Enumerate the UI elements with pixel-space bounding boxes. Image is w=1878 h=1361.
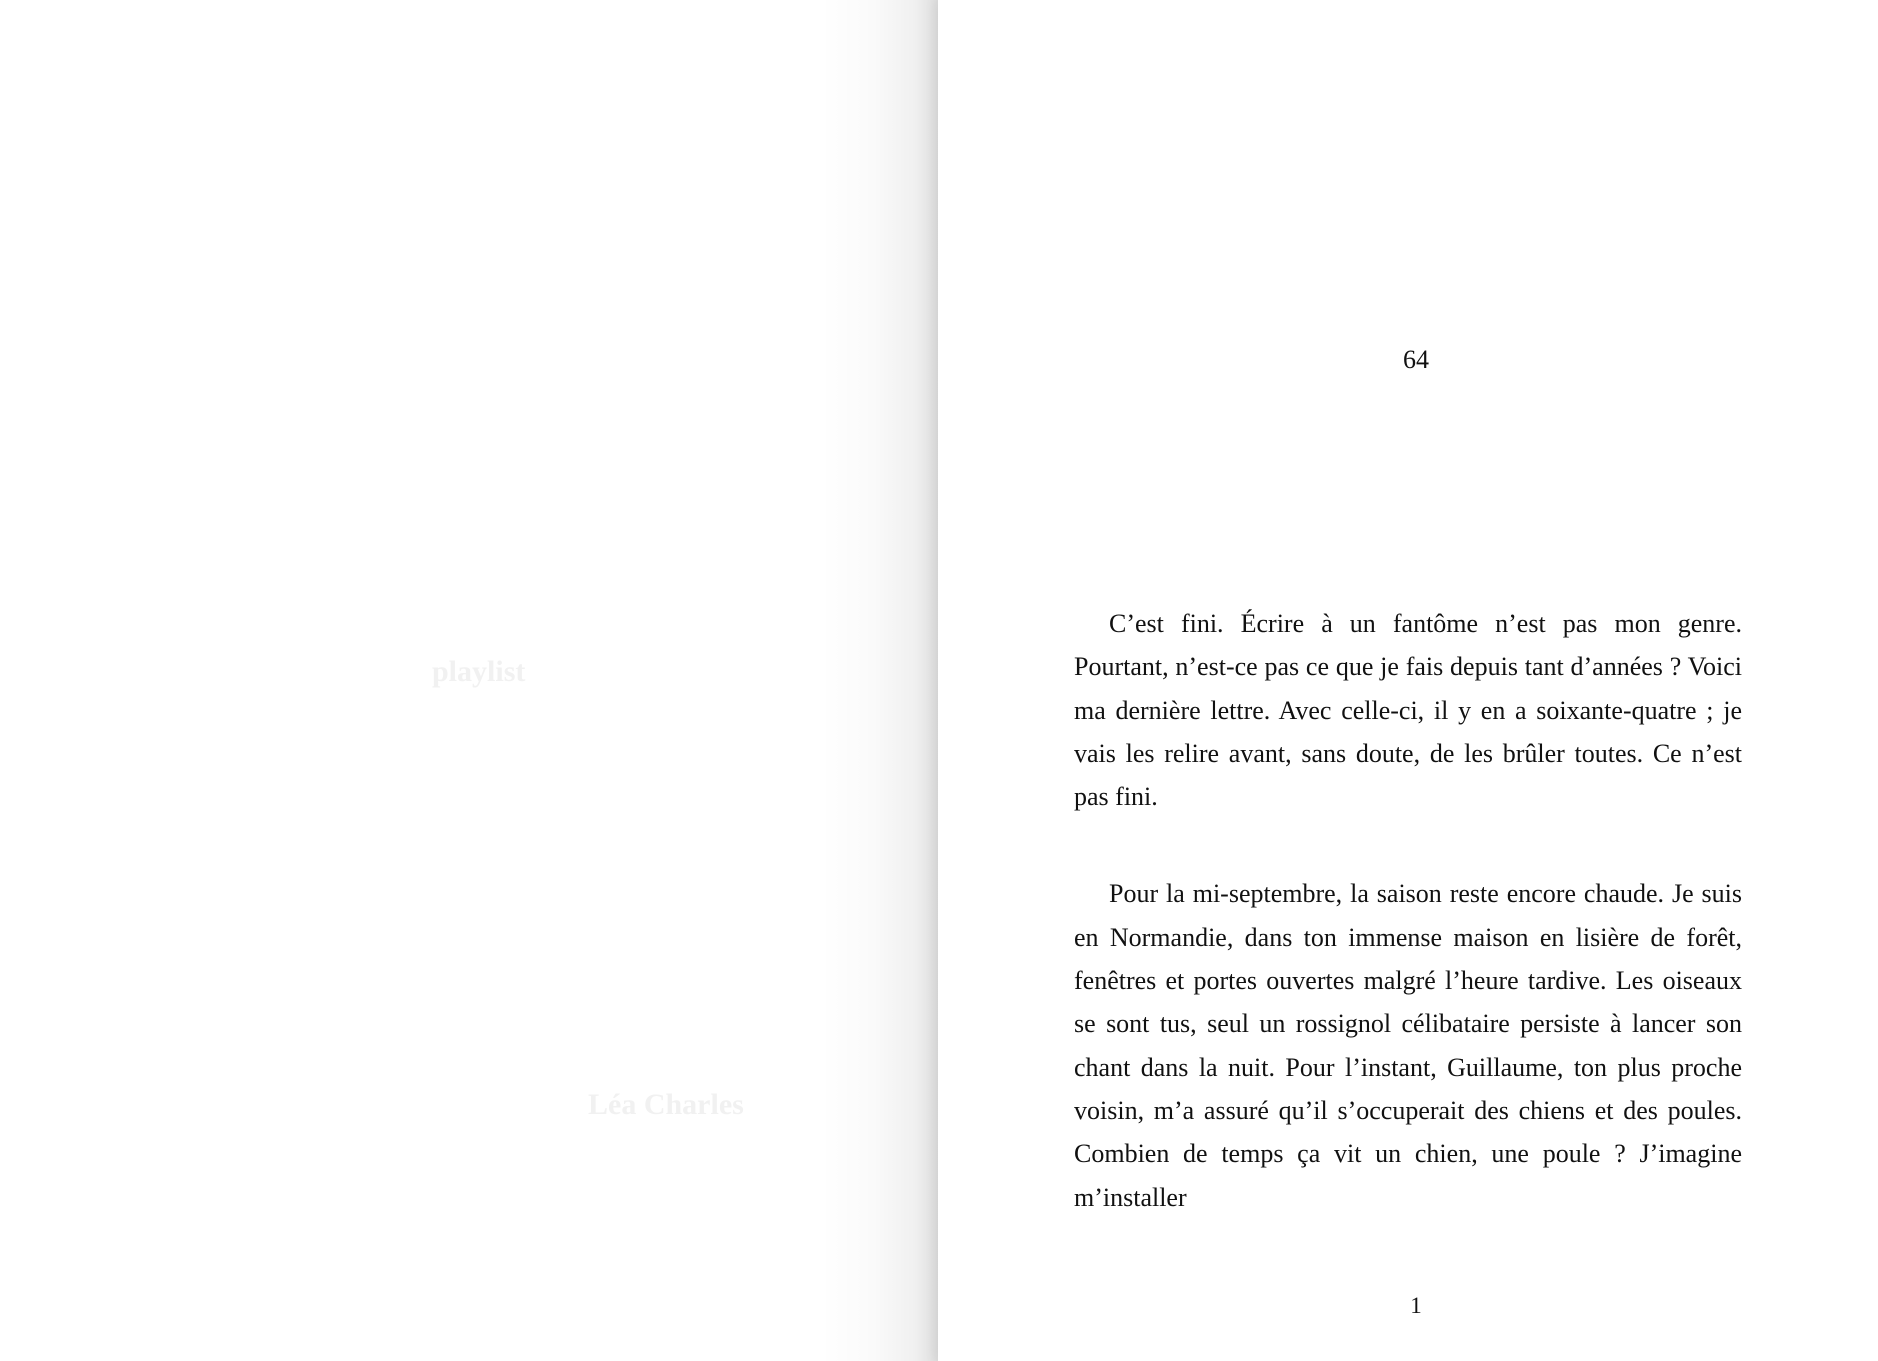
paragraph-1: C’est fini. Écrire à un fantôme n’est pas mon genre. Pourtant, n’est-ce pas ce que je fais depuis tant d’années ? Voici ma dernière lettre. Avec celle-ci, il y en a soixante-quatre ; je vais les relire avant, sans doute, de les brûler toutes. Ce n’est pas fini. [1074, 609, 1742, 812]
faint-bleed-through-author: Léa Charles [588, 1088, 744, 1121]
right-page [938, 0, 1878, 1361]
page-gutter-shadow [820, 0, 938, 1361]
body-text [1074, 602, 1742, 1219]
paragraph-2: Pour la mi-septembre, la saison reste encore chaude. Je suis en Normandie, dans ton immense maison en lisière de forêt, fenêtres et portes ouvertes malgré l’heure tardive. Les oiseaux se sont tus, seul un rossignol célibataire persiste à lancer son chant dans la nuit. Pour l’instant, Guillaume, ton plus proche voisin, m’a assuré qu’il s’occuperait des chiens et des poules. Combien de temps ça vit un chien, une poule ? J’imagine m’installer [1074, 879, 1742, 1212]
chapter-number: 64 [1403, 345, 1429, 374]
left-page [0, 0, 938, 1361]
page-number: 1 [1410, 1293, 1422, 1318]
faint-bleed-through-title: playlist [432, 655, 526, 688]
